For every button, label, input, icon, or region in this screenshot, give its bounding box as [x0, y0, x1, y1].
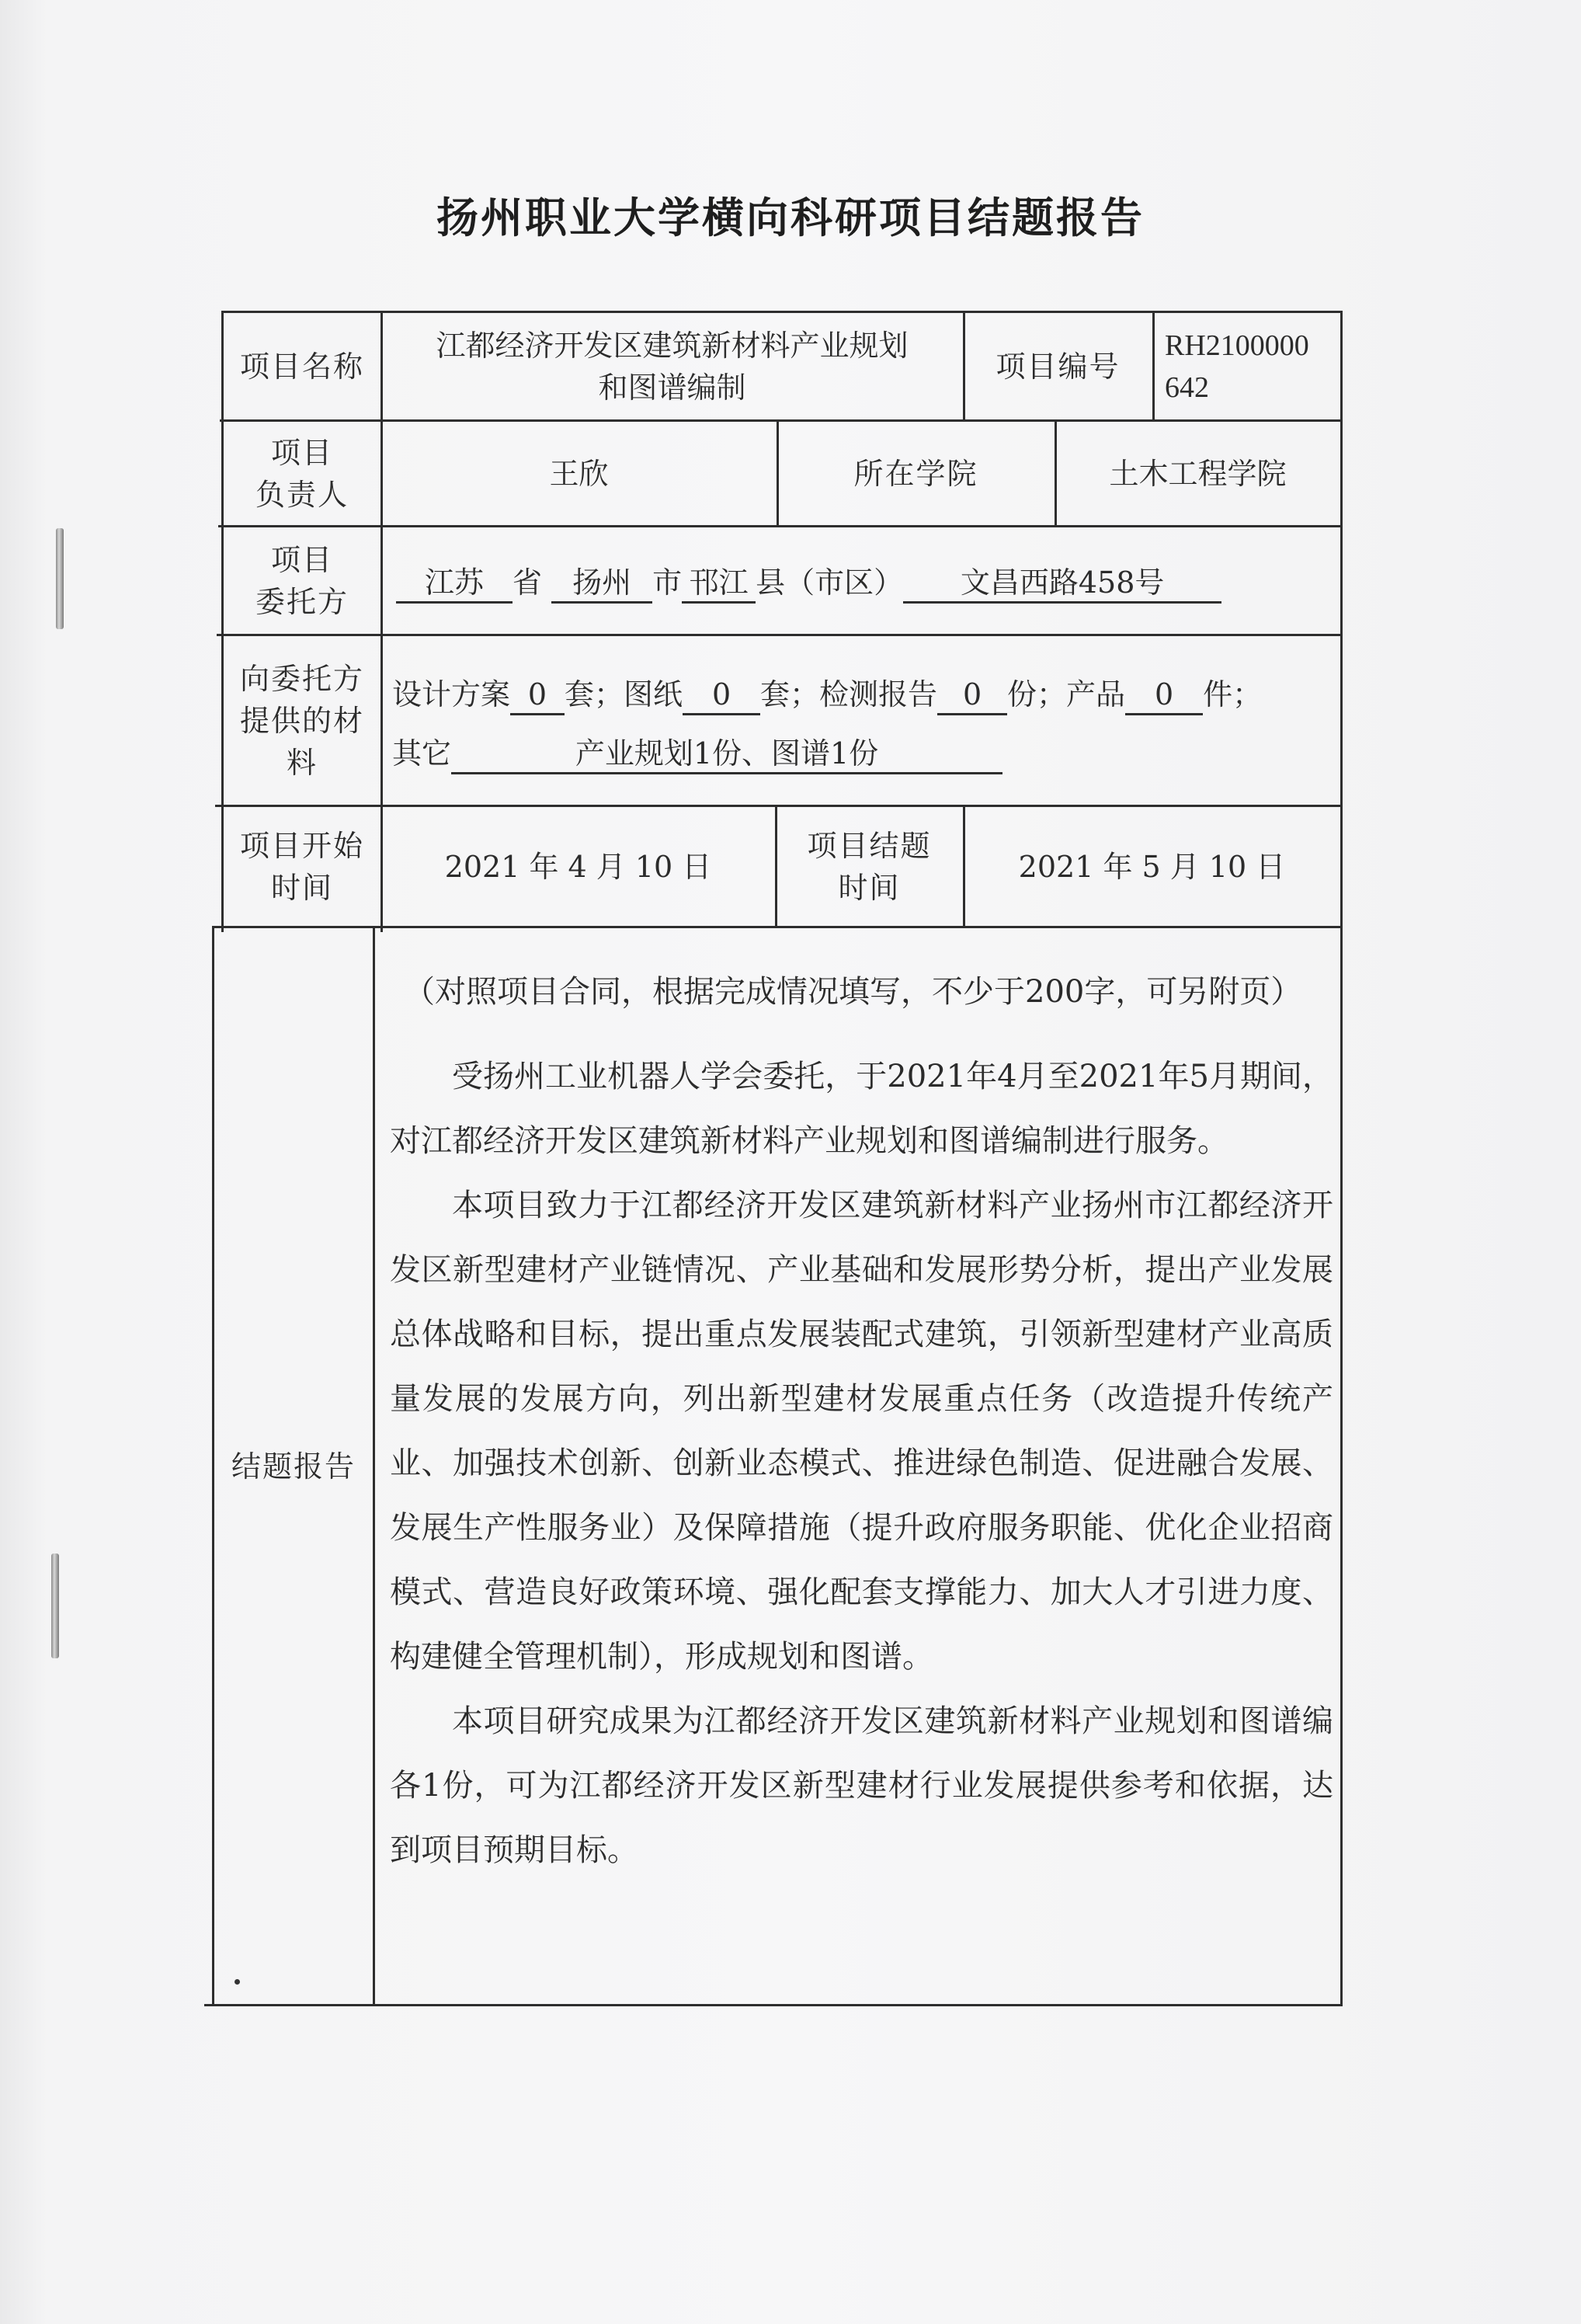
other-label: 其它 [392, 736, 452, 771]
client-label-line-1: 项目 [270, 542, 333, 577]
address-city-suffix: 市 [652, 565, 683, 600]
table-line [218, 525, 1343, 527]
leader-label [225, 422, 379, 525]
project-name-value [383, 313, 961, 419]
address-province-suffix: 省 [513, 565, 543, 600]
project-name-line-1: 江都经济开发区建筑新材料产业规划 [436, 328, 909, 363]
product-count: 0 [1125, 676, 1203, 715]
materials-label-line-1: 向委托方 [239, 661, 364, 696]
start-date: 2021 年 4 月 10 日 [444, 849, 712, 884]
materials-line-1 [392, 662, 1332, 727]
drawing-count: 0 [683, 676, 760, 715]
start-time-label-line-2: 时间 [270, 870, 333, 905]
table-line [1152, 311, 1155, 421]
final-report-label [216, 928, 371, 2004]
materials-value [392, 662, 1332, 786]
leader-value [383, 422, 775, 525]
start-time-value [383, 807, 773, 926]
staple-bottom [51, 1553, 59, 1658]
project-name-label-text: 项目名称 [239, 349, 364, 384]
college-label-text: 所在学院 [853, 456, 978, 491]
project-code-line-2: 642 [1165, 371, 1209, 404]
product-unit: 件； [1203, 677, 1263, 711]
client-label-line-2: 委托方 [255, 584, 349, 619]
project-code-label-text: 项目编号 [996, 349, 1121, 384]
client-address [396, 561, 1328, 604]
table-line [1340, 311, 1343, 2006]
design-plan-label: 设计方案 [392, 677, 511, 711]
leader-name: 王欣 [549, 456, 609, 491]
drawing-unit: 套；检测报告 [760, 677, 938, 711]
start-time-label-line-1: 项目开始 [239, 828, 364, 863]
address-county-suffix: 县（市区） [756, 565, 904, 600]
address-street: 文昌西路458号 [903, 564, 1221, 604]
report-paragraph-3: 本项目研究成果为江都经济开发区建筑新材料产业规划和图谱编各1份，可为江都经济开发区新型建材行业发展提供参考和依据，达到项目预期目标。 [390, 1703, 1333, 1868]
project-name-line-2: 和图谱编制 [598, 370, 746, 405]
final-report-label-text: 结题报告 [231, 1449, 356, 1484]
address-city: 扬州 [551, 564, 652, 604]
project-name-label [225, 313, 379, 419]
test-report-count: 0 [937, 676, 1007, 715]
report-instruction-note: （对照项目合同，根据完成情况填写，不少于200字，可另附页） [404, 974, 1302, 1010]
college-value [1057, 422, 1339, 525]
design-plan-unit: 套；图纸 [565, 677, 683, 711]
college-label [779, 422, 1053, 525]
project-code-value [1165, 313, 1339, 419]
leader-label-line-1: 项目 [270, 435, 333, 470]
leader-label-line-2: 负责人 [255, 477, 349, 512]
design-plan-count: 0 [510, 676, 565, 715]
staple-top [56, 528, 64, 629]
start-time-label [225, 807, 379, 926]
project-code-line-1: RH2100000 [1165, 329, 1309, 362]
address-province: 江苏 [396, 564, 513, 604]
end-time-label-line-2: 时间 [838, 870, 901, 905]
page-title: 扬州职业大学横向科研项目结题报告 [436, 193, 1145, 242]
test-report-unit: 份；产品 [1007, 677, 1126, 711]
college-name: 土木工程学院 [1109, 456, 1287, 491]
address-county: 邗江 [682, 564, 756, 604]
table-line [373, 926, 375, 2006]
materials-label-line-3: 料 [286, 745, 318, 780]
client-label [225, 527, 379, 634]
materials-line-2 [392, 721, 1332, 786]
report-paragraph-2: 本项目致力于江都经济开发区建筑新材料产业扬州市江都经济开发区新型建材产业链情况、产业基础和发展形势分析，提出产业发展总体战略和目标，提出重点发展装配式建筑，引领新型建材产业高质量发展的发展方向，列出新型建材发展重点任务（改造提升传统产业、加强技术创新、创新业态模式、推进绿色制造、促进融合发展、发展生产性服务业）及保障措施（提升政府服务职能、优化企业招商模式、营造良好政策环境、强化配套支撑能力、加大人才引进力度、构建健全管理机制），形成规划和图谱。 [390, 1188, 1333, 1675]
end-time-label-line-1: 项目结题 [807, 828, 932, 863]
stray-dot [235, 1979, 240, 1985]
table-line [212, 926, 214, 2006]
project-code-label [965, 313, 1151, 419]
end-time-value [965, 807, 1339, 926]
other-value: 产业规划1份、图谱1份 [451, 735, 1002, 774]
materials-label-line-2: 提供的材 [239, 703, 364, 738]
end-time-label [777, 807, 961, 926]
report-paragraph-1: 受扬州工业机器人学会委托，于2021年4月至2021年5月期间，对江都经济开发区建筑新材料产业规划和图谱编制进行服务。 [390, 1059, 1333, 1159]
end-date: 2021 年 5 月 10 日 [1018, 849, 1286, 884]
final-report-content [390, 960, 1333, 1883]
table-line [221, 311, 224, 932]
materials-label [225, 636, 379, 805]
table-line [217, 634, 1343, 636]
